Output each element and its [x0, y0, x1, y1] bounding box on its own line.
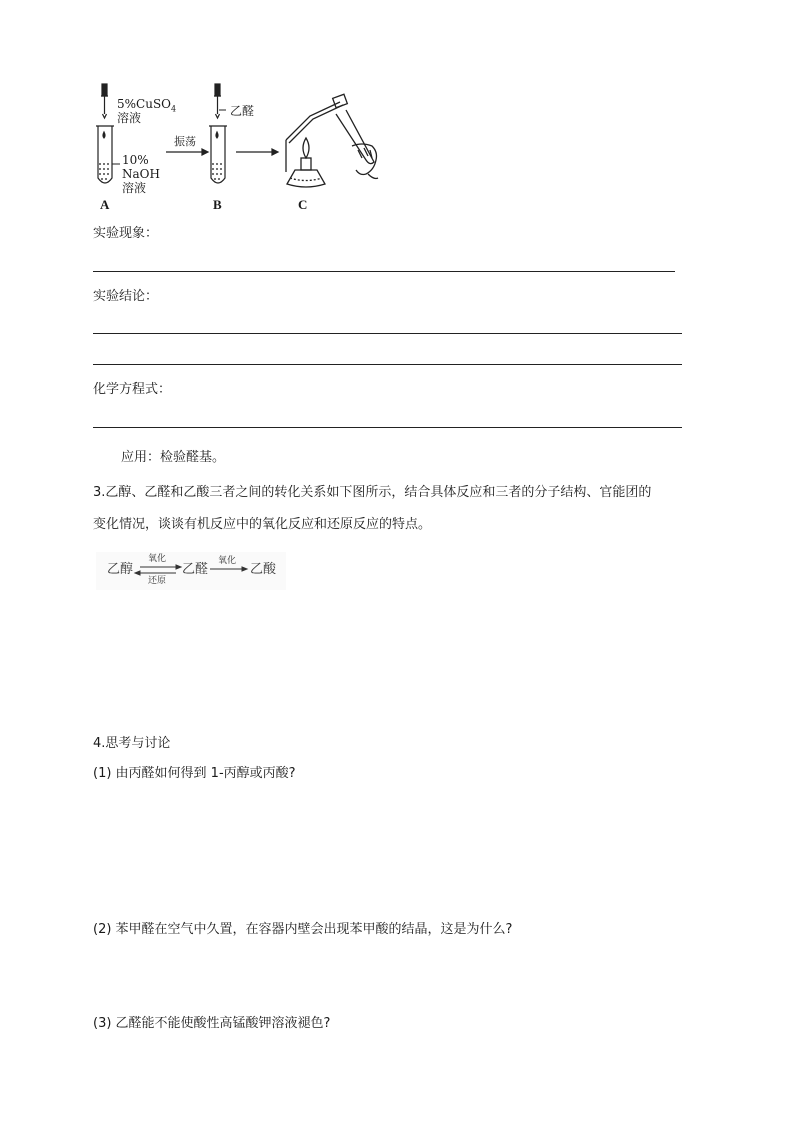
equation-answer-line[interactable]	[93, 427, 682, 428]
reagent-label-naoh-percent: 10%	[122, 153, 149, 167]
scheme-arrows	[96, 552, 286, 590]
arrow-label-shake: 振荡	[174, 135, 196, 148]
question4-part1: (1) 由丙醛如何得到 1-丙醇或丙酸?	[93, 766, 296, 781]
question3-line1: 3.乙醇、乙醛和乙酸三者之间的转化关系如下图所示，结合具体反应和三者的分子结构、官能团的	[93, 485, 652, 500]
arrow-heat	[236, 149, 278, 155]
reagent-label-naoh-solution: 溶液	[122, 181, 147, 195]
scheme-ethanol: 乙醇	[107, 562, 134, 577]
reagent-label-acetaldehyde: 乙醛	[230, 104, 255, 118]
dropper-a	[101, 84, 108, 118]
conclusion-answer-line-2[interactable]	[93, 364, 682, 365]
observation-answer-line[interactable]	[93, 271, 675, 272]
figure-label-b: B	[213, 197, 222, 212]
scheme-acetic-acid: 乙酸	[250, 562, 277, 577]
figure-label-c: C	[298, 197, 308, 212]
conclusion-label: 实验结论：	[93, 289, 159, 304]
question4-part2: (2) 苯甲醛在空气中久置，在容器内壁会出现苯甲酸的结晶，这是为什么?	[93, 922, 513, 937]
question4-part3: (3) 乙醛能不能使酸性高锰酸钾溶液褪色?	[93, 1016, 331, 1031]
reagent-label-cuso4: 5%CuSO$_4$	[117, 97, 177, 114]
question4-title: 4.思考与讨论	[93, 736, 171, 751]
conversion-scheme	[96, 552, 286, 590]
reagent-label-naoh: NaOH	[122, 167, 160, 181]
equation-label: 化学方程式：	[93, 382, 172, 397]
figure-label-a: A	[100, 197, 110, 212]
heating-apparatus-c	[286, 94, 378, 187]
application-text: 应用：检验醛基。	[121, 450, 226, 465]
scheme-reduction: 还原	[148, 576, 167, 586]
test-tube-b	[209, 126, 227, 183]
arrow-shake	[166, 149, 208, 155]
question3-line2: 变化情况，谈谈有机反应中的氧化反应和还原反应的特点。	[93, 517, 432, 532]
conclusion-answer-line-1[interactable]	[93, 333, 682, 334]
scheme-oxidation-1: 氧化	[148, 554, 167, 564]
scheme-oxidation-2: 氧化	[218, 556, 237, 566]
scheme-acetaldehyde: 乙醛	[182, 562, 209, 577]
reagent-label-cuso4-solution: 溶液	[117, 111, 142, 125]
dropper-b	[214, 84, 221, 118]
experiment-figure	[90, 80, 400, 215]
observation-label: 实验现象：	[93, 226, 159, 241]
test-tube-a	[96, 126, 114, 183]
